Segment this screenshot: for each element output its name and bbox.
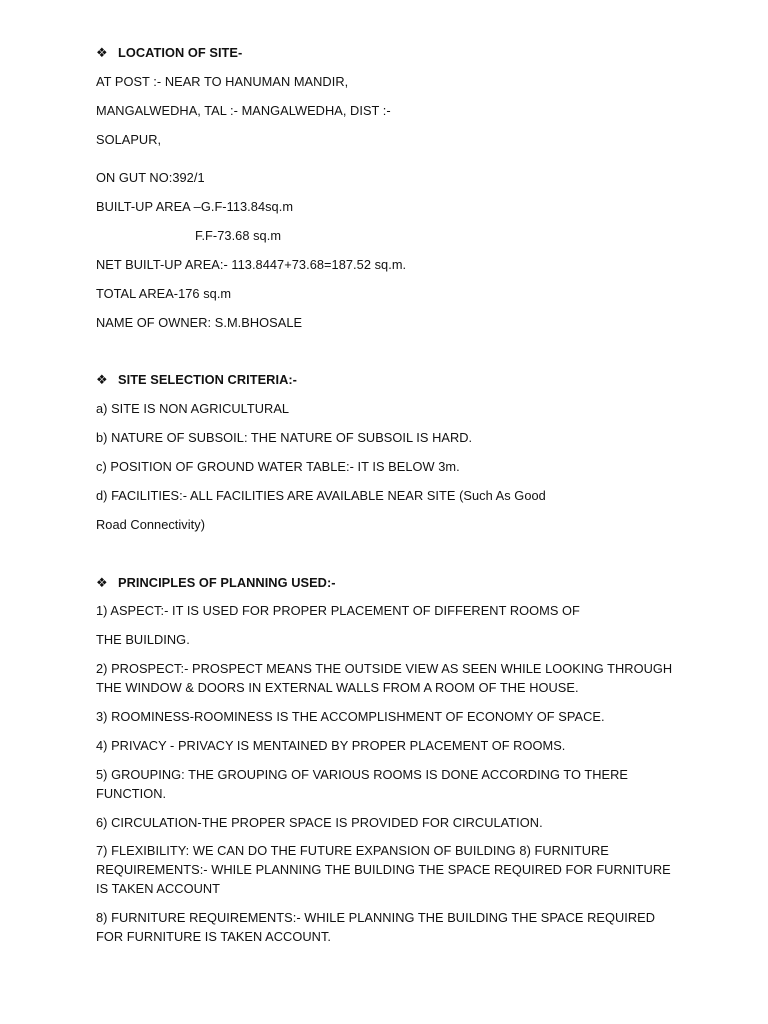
principle-item: 7) FLEXIBILITY: WE CAN DO THE FUTURE EXPANSION OF BUILDING 8) FURNITURE REQUIREMENTS:- WHILE PLANNING THE BUILDING THE SPACE REQUIRED FOR FURNITURE IS TAKEN ACCOUNT (96, 843, 671, 896)
principle-item: 1) ASPECT:- IT IS USED FOR PROPER PLACEMENT OF DIFFERENT ROOMS OF (96, 603, 580, 618)
location-line: NAME OF OWNER: S.M.BHOSALE (96, 315, 303, 330)
diamond-bullet-icon: ❖ (96, 575, 108, 590)
principle-item: 8) FURNITURE REQUIREMENTS:- WHILE PLANNING THE BUILDING THE SPACE REQUIRED FOR FURNITURE IS TAKEN ACCOUNT. (96, 910, 656, 944)
principle-item: 4) PRIVACY - PRIVACY IS MENTAINED BY PROPER PLACEMENT OF ROOMS. (96, 738, 566, 753)
diamond-bullet-icon: ❖ (96, 45, 108, 60)
location-line: BUILT-UP AREA –G.F-113.84sq.m (96, 199, 294, 214)
principles-heading (96, 573, 336, 592)
principle-item: 5) GROUPING: THE GROUPING OF VARIOUS ROOMS IS DONE ACCORDING TO THERE FUNCTION. (96, 767, 628, 801)
principle-item: 2) PROSPECT:- PROSPECT MEANS THE OUTSIDE VIEW AS SEEN WHILE LOOKING THROUGH THE WINDOW & DOORS IN EXTERNAL WALLS FROM A ROOM OF THE HOUSE. (96, 661, 673, 695)
location-line: NET BUILT-UP AREA:- 113.8447+73.68=187.52 sq.m. (96, 257, 407, 272)
site-selection-line: a) SITE IS NON AGRICULTURAL (96, 401, 290, 416)
principle-item: 6) CIRCULATION-THE PROPER SPACE IS PROVIDED FOR CIRCULATION. (96, 815, 543, 830)
location-line: F.F-73.68 sq.m (195, 228, 282, 243)
location-heading-text: LOCATION OF SITE- (118, 45, 243, 60)
location-line: MANGALWEDHA, TAL :- MANGALWEDHA, DIST :- (96, 103, 391, 118)
site-selection-line: c) POSITION OF GROUND WATER TABLE:- IT IS BELOW 3m. (96, 459, 460, 474)
site-selection-line: d) FACILITIES:- ALL FACILITIES ARE AVAILABLE NEAR SITE (Such As Good (96, 488, 546, 503)
site-selection-line: b) NATURE OF SUBSOIL: THE NATURE OF SUBSOIL IS HARD. (96, 430, 473, 445)
location-line: ON GUT NO:392/1 (96, 170, 205, 185)
location-line: AT POST :- NEAR TO HANUMAN MANDIR, (96, 74, 349, 89)
diamond-bullet-icon: ❖ (96, 372, 108, 387)
principles-heading-text: PRINCIPLES OF PLANNING USED:- (118, 575, 336, 590)
location-line: TOTAL AREA-176 sq.m (96, 286, 232, 301)
location-line: SOLAPUR, (96, 132, 162, 147)
principle-item: THE BUILDING. (96, 632, 190, 647)
site-selection-heading-text: SITE SELECTION CRITERIA:- (118, 372, 297, 387)
site-selection-heading (96, 370, 297, 389)
principle-item: 3) ROOMINESS-ROOMINESS IS THE ACCOMPLISHMENT OF ECONOMY OF SPACE. (96, 709, 605, 724)
site-selection-line: Road Connectivity) (96, 517, 206, 532)
location-heading (96, 43, 242, 62)
